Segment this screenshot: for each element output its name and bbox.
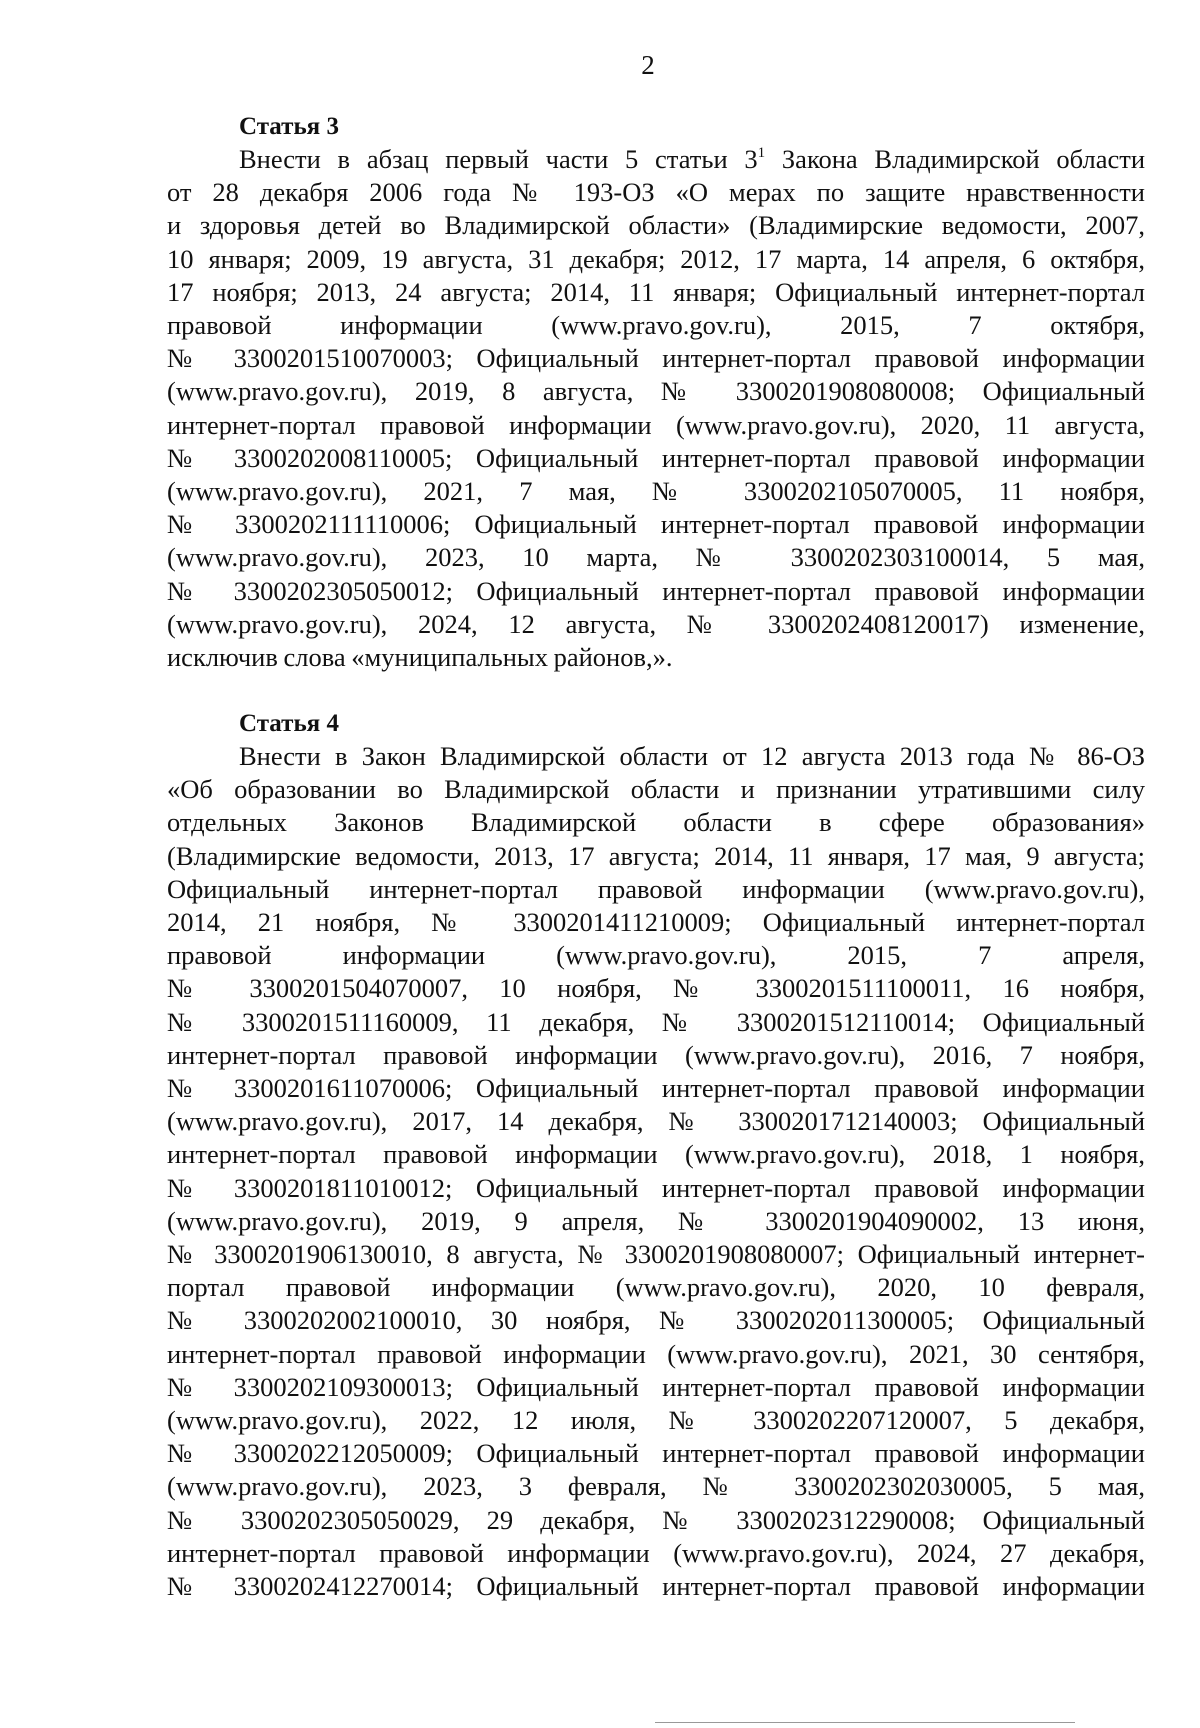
article-4-line: № 3300202212050009; Официальный интернет-портал правовой информации — [167, 1438, 1145, 1469]
article-4-line: № 3300202002100010, 30 ноября, № 3300202011300005; Официальный — [167, 1305, 1145, 1336]
article-4-line: (www.pravo.gov.ru), 2023, 3 февраля, № 3300202302030005, 5 мая, — [167, 1471, 1145, 1502]
article-4-line: № 3300202109300013; Официальный интернет-портал правовой информации — [167, 1371, 1145, 1402]
article-3-line: № 3300202305050012; Официальный интернет-портал правовой информации — [167, 575, 1145, 606]
article-4-line: № 3300201906130010, 8 августа, № 3300201908080007; Официальный интернет- — [167, 1239, 1145, 1270]
page-number: 2 — [641, 50, 655, 80]
article-3-line: 10 января; 2009, 19 августа, 31 декабря; 2012, 17 марта, 14 апреля, 6 октября, — [167, 243, 1145, 274]
article-4-line: интернет-портал правовой информации (www.pravo.gov.ru), 2016, 7 ноября, — [167, 1039, 1145, 1070]
article-3-line: № 3300201510070003; Официальный интернет-портал правовой информации — [167, 343, 1145, 374]
article-3-line-text: Закона Владимирской области — [765, 144, 1146, 174]
article-4-line: 2014, 21 ноября, № 3300201411210009; Официальный интернет-портал — [167, 907, 1145, 938]
article-3-line: № 3300202111110006; Официальный интернет-портал правовой информации — [167, 509, 1145, 540]
article-3-line: интернет-портал правовой информации (www.pravo.gov.ru), 2020, 11 августа, — [167, 409, 1145, 440]
article-3-line-text: Внести в абзац первый части 5 статьи 3 — [239, 144, 758, 174]
article-4-line: (www.pravo.gov.ru), 2017, 14 декабря, № 3300201712140003; Официальный — [167, 1106, 1145, 1137]
article-4-line: № 3300201811010012; Официальный интернет-портал правовой информации — [167, 1172, 1145, 1203]
article-3-line: правовой информации (www.pravo.gov.ru), 2015, 7 октября, — [167, 310, 1145, 341]
article-4-line: № 3300201611070006; Официальный интернет-портал правовой информации — [167, 1073, 1145, 1104]
article-4-line: интернет-портал правовой информации (www.pravo.gov.ru), 2021, 30 сентября, — [167, 1338, 1145, 1369]
article-3 — [167, 110, 1145, 674]
article-3-line: № 3300202008110005; Официальный интернет-портал правовой информации — [167, 442, 1145, 473]
article-4-line: (Владимирские ведомости, 2013, 17 августа; 2014, 11 января, 17 мая, 9 августа; — [167, 840, 1145, 871]
article-4-line: отдельных Законов Владимирской области в сфере образования» — [167, 807, 1145, 838]
article-4-line: Внести в Закон Владимирской области от 12 августа 2013 года № 86-ОЗ — [239, 741, 1145, 771]
article-4-line: № 3300202412270014; Официальный интернет-портал правовой информации — [167, 1571, 1145, 1602]
article-4-heading: Статья 4 — [239, 710, 339, 737]
article-4-line: правовой информации (www.pravo.gov.ru), 2015, 7 апреля, — [167, 940, 1145, 971]
article-4-line: Официальный интернет-портал правовой информации (www.pravo.gov.ru), — [167, 873, 1145, 904]
article-4 — [167, 707, 1145, 1603]
article-3-line: и здоровья детей во Владимирской области» (Владимирские ведомости, 2007, — [167, 210, 1145, 241]
article-3-heading: Статья 3 — [239, 113, 339, 140]
article-3-line: 17 ноября; 2013, 24 августа; 2014, 11 января; Официальный интернет-портал — [167, 276, 1145, 307]
article-4-line: № 3300201511160009, 11 декабря, № 3300201512110014; Официальный — [167, 1006, 1145, 1037]
article-4-line: «Об образовании во Владимирской области и признании утратившими силу — [167, 774, 1145, 805]
article-4-line: портал правовой информации (www.pravo.gov.ru), 2020, 10 февраля, — [167, 1272, 1145, 1303]
article-3-line: (www.pravo.gov.ru), 2024, 12 августа, № 3300202408120017) изменение, — [167, 608, 1145, 639]
article-4-line: № 3300202305050029, 29 декабря, № 3300202312290008; Официальный — [167, 1504, 1145, 1535]
article-3-line: от 28 декабря 2006 года № 193-ОЗ «О мерах по защите нравственности — [167, 177, 1145, 208]
article-3-line — [167, 143, 1145, 176]
article-4-line: интернет-портал правовой информации (www.pravo.gov.ru), 2024, 27 декабря, — [167, 1537, 1145, 1568]
article-3-line: (www.pravo.gov.ru), 2021, 7 мая, № 3300202105070005, 11 ноября, — [167, 476, 1145, 507]
article-4-line: интернет-портал правовой информации (www.pravo.gov.ru), 2018, 1 ноября, — [167, 1139, 1145, 1170]
article-4-line: (www.pravo.gov.ru), 2019, 9 апреля, № 3300201904090002, 13 июня, — [167, 1205, 1145, 1236]
article-3-line: (www.pravo.gov.ru), 2019, 8 августа, № 3300201908080008; Официальный — [167, 376, 1145, 407]
article-3-body — [167, 143, 1145, 674]
bottom-rule — [655, 1722, 1075, 1723]
article-4-line: (www.pravo.gov.ru), 2022, 12 июля, № 3300202207120007, 5 декабря, — [167, 1405, 1145, 1436]
article-3-line: (www.pravo.gov.ru), 2023, 10 марта, № 3300202303100014, 5 мая, — [167, 542, 1145, 573]
article-4-body — [167, 740, 1145, 1603]
article-number-superscript: 1 — [757, 145, 766, 161]
article-4-line: № 3300201504070007, 10 ноября, № 3300201511100011, 16 ноября, — [167, 973, 1145, 1004]
article-3-line: исключив слова «муниципальных районов,». — [167, 642, 673, 673]
